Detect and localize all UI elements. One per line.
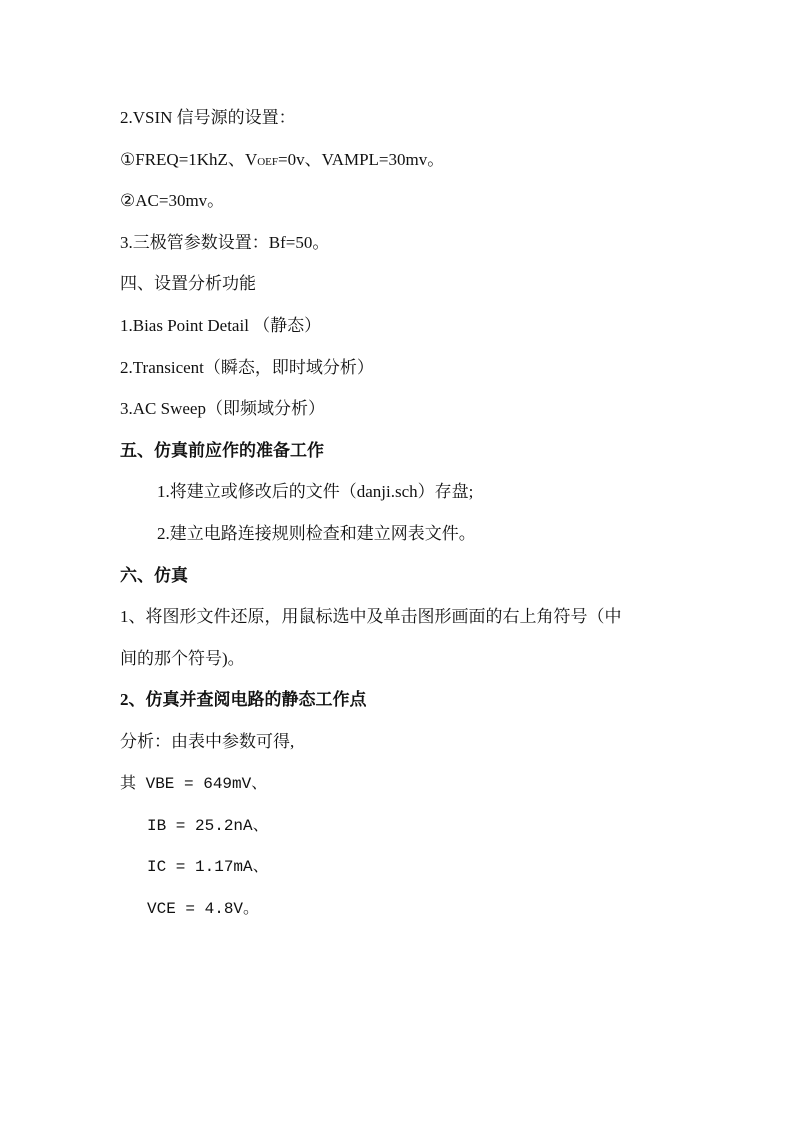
vbe-value-line: 其 VBE = 649mV、 <box>120 775 268 793</box>
freq-setting-line <box>120 149 444 173</box>
transient-item: 2.Transicent（瞬态，即时域分析） <box>120 358 374 377</box>
prep-step-2: 2.建立电路连接规则检查和建立网表文件。 <box>157 524 476 543</box>
bias-point-item: 1.Bias Point Detail （静态） <box>120 316 322 335</box>
ac-setting-line: ②AC=30mv。 <box>120 191 225 210</box>
ac-sweep-item: 3.AC Sweep（即频域分析） <box>120 399 325 418</box>
prep-step-1: 1.将建立或修改后的文件（danji.sch）存盘; <box>157 482 474 501</box>
section-4-heading: 四、设置分析功能 <box>120 274 256 293</box>
vce-value-line: VCE = 4.8V。 <box>147 900 260 918</box>
section-5-heading: 五、仿真前应作的准备工作 <box>120 441 324 460</box>
freq-setting-text-b: =0v、VAMPL=30mv。 <box>278 150 445 169</box>
sim-step-2-heading: 2、仿真并查阅电路的静态工作点 <box>120 690 367 709</box>
ib-value-line: IB = 25.2nA、 <box>147 817 269 835</box>
vsin-setting-title: 2.VSIN 信号源的设置： <box>120 108 296 127</box>
transistor-setting-line: 3.三极管参数设置：Bf=50。 <box>120 233 330 252</box>
section-6-heading: 六、仿真 <box>120 566 188 585</box>
sim-step-1-line-2: 间的那个符号)。 <box>120 649 245 668</box>
freq-setting-text-a: ①FREQ=1KhZ、V <box>120 150 258 169</box>
sim-step-1-line-1: 1、将图形文件还原，用鼠标选中及单击图形画面的右上角符号（中 <box>120 607 622 626</box>
analysis-line: 分析：由表中参数可得, <box>120 732 295 751</box>
freq-setting-subscript: OEF <box>257 156 279 168</box>
ic-value-line: IC = 1.17mA、 <box>147 858 269 876</box>
